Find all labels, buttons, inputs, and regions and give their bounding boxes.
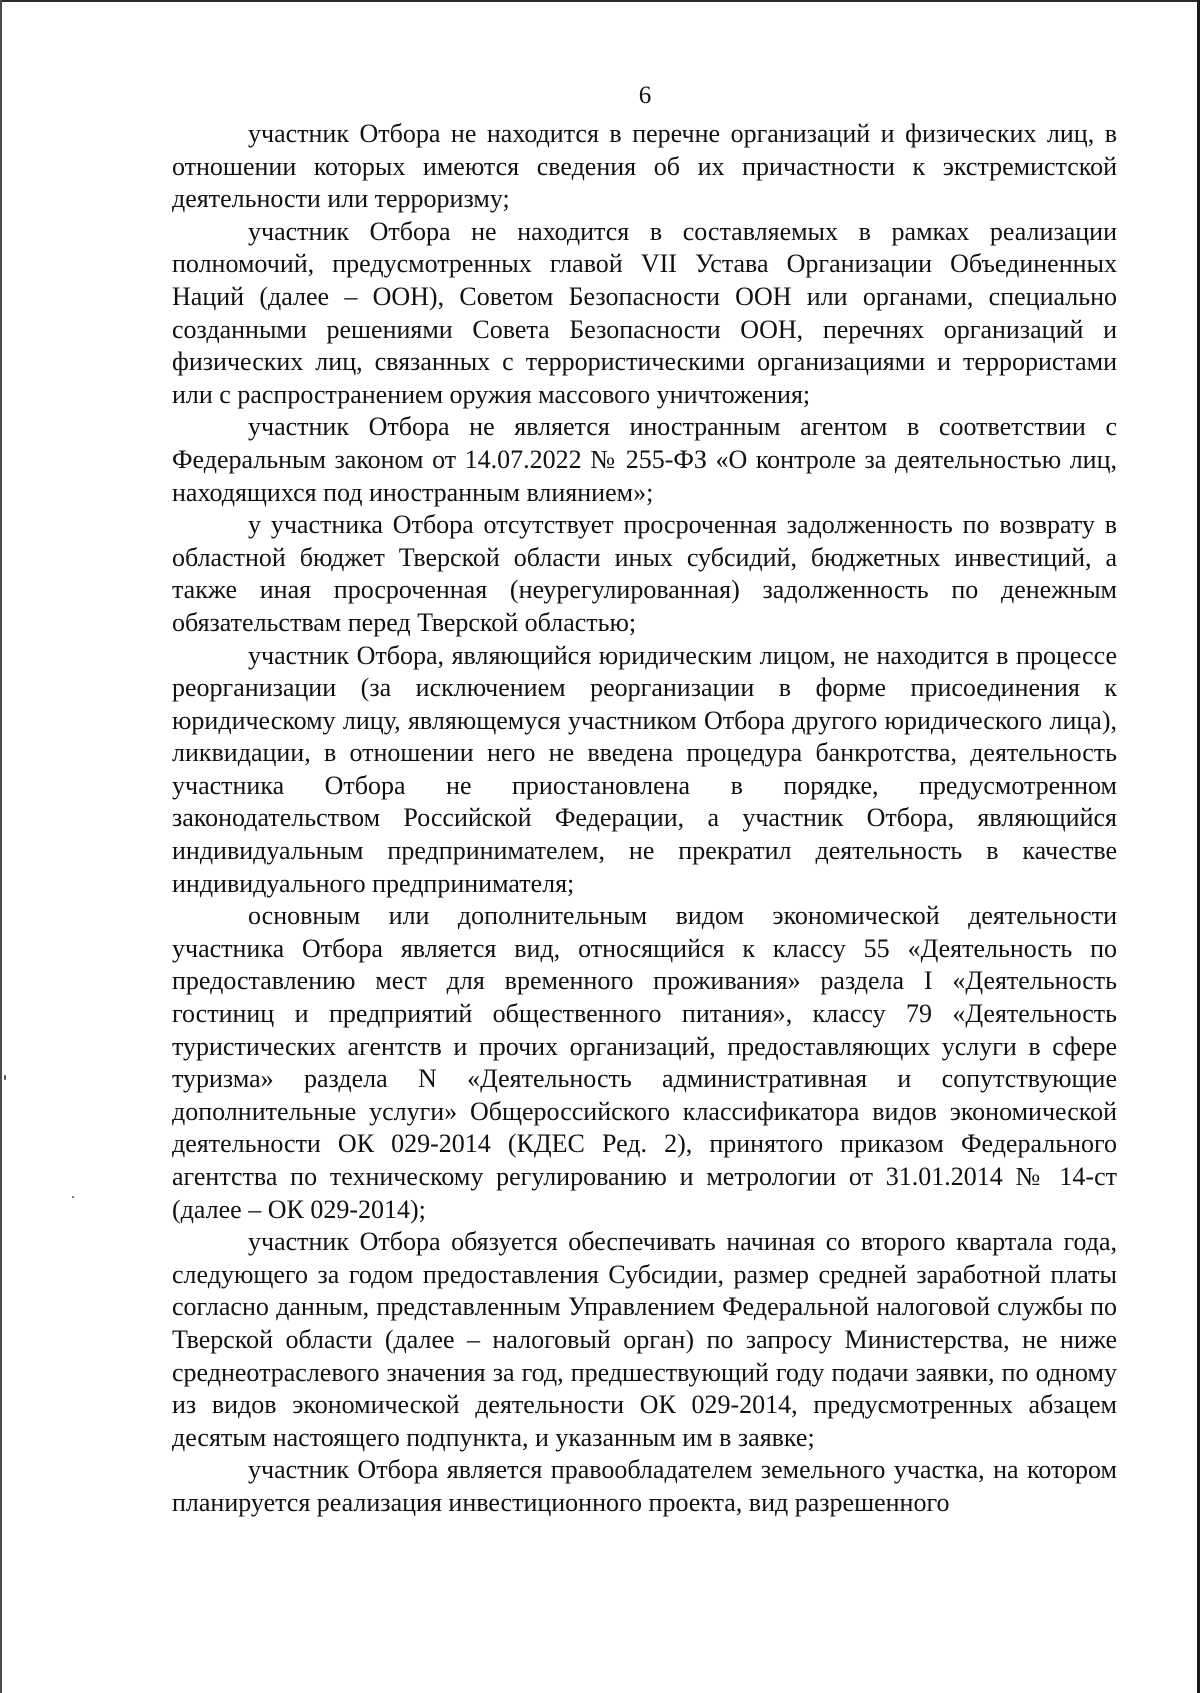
paragraph: участник Отбора, являющийся юридическим лицом, не находится в процессе реорганизации (за исключением реорганизации в форме присоединения к юридическому лицу, являющемуся участником Отбора другого юридического лица), ликвидации, в отношении него не введена процедура банкротства, деятельность участника Отбора не приостановлена в порядке, предусмотренном законодательством Российской Федерации, а участник Отбора, являющийся индивидуальным предпринимателем, не прекратил деятельность в качестве индивидуального предпринимателя;: [172, 640, 1117, 898]
paragraph: участник Отбора не находится в составляемых в рамках реализации полномочий, предусмотренных главой VII Устава Организации Объединенных Наций (далее – ООН), Советом Безопасности ООН или органами, специально созданными решениями Совета Безопасности ООН, перечнях организаций и физических лиц, связанных с террористическими организациями и террористами или с распространением оружия массового уничтожения;: [172, 216, 1117, 409]
paragraph: основным или дополнительным видом экономической деятельности участника Отбора является вид, относящийся к классу 55 «Деятельность по предоставлению мест для временного проживания» раздела I «Деятельность гостиниц и предприятий общественного питания», классу 79 «Деятельность туристических агентств и прочих организаций, предоставляющих услуги в сфере туризма» раздела N «Деятельность административная и сопутствующие дополнительные услуги» Общероссийского классификатора видов экономической деятельности ОК 029-2014 (КДЕС Ред. 2), принятого приказом Федерального агентства по техническому регулированию и метрологии от 31.01.2014 № 14-ст (далее – ОК 029-2014);: [172, 901, 1117, 1224]
paragraph: участник Отбора является правообладателем земельного участка, на котором планируется реализация инвестиционного проекта, вид разрешенного: [172, 1455, 1117, 1517]
document-body: [172, 118, 1117, 1520]
scan-speck: [72, 1196, 74, 1198]
page-number: 6: [638, 82, 652, 109]
paragraph: участник Отбора обязуется обеспечивать начиная со второго квартала года, следующего за годом предоставления Субсидии, размер средней заработной платы согласно данным, представленным Управлением Федеральной налоговой службы по Тверской области (далее – налоговый орган) по запросу Министерства, не ниже среднеотраслевого значения за год, предшествующий году подачи заявки, по одному из видов экономической деятельности ОК 029-2014, предусмотренных абзацем десятым настоящего подпункта, и указанным им в заявке;: [172, 1227, 1117, 1452]
scan-speck: [4, 1075, 6, 1080]
scan-border-left: [0, 0, 2, 1693]
paragraph: участник Отбора не находится в перечне организаций и физических лиц, в отношении которых имеются сведения об их причастности к экстремистской деятельности или терроризму;: [172, 119, 1117, 214]
scan-border-top: [0, 0, 1200, 2]
paragraph: участник Отбора не является иностранным агентом в соответствии с Федеральным законом от 14.07.2022 № 255-ФЗ «О контроле за деятельностью лиц, находящихся под иностранным влиянием»;: [172, 412, 1117, 507]
paragraph: у участника Отбора отсутствует просроченная задолженность по возврату в областной бюджет Тверской области иных субсидий, бюджетных инвестиций, а также иная просроченная (неурегулированная) задолженность по денежным обязательствам перед Тверской областью;: [172, 510, 1117, 637]
